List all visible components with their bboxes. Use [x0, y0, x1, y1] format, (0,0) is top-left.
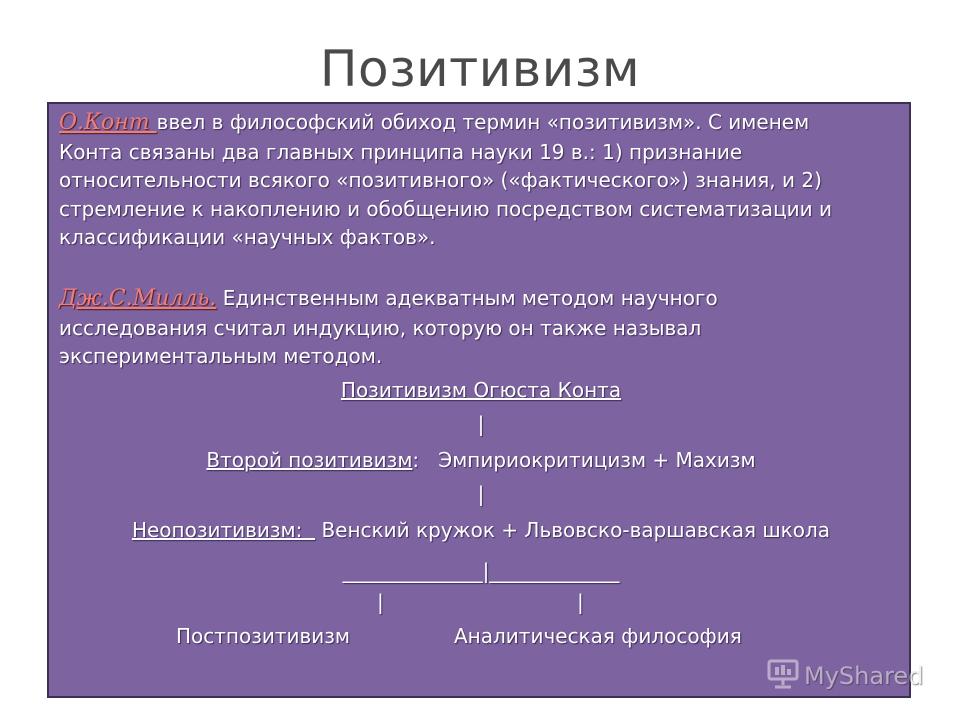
- mill-paragraph: [59, 284, 849, 371]
- scheme-second-rest: Эмпириокритицизм + Махизм: [419, 448, 756, 472]
- scheme-second: [49, 448, 913, 472]
- watermark: [766, 656, 923, 695]
- mill-text: Единственным адекватным методом научного исследования считал индукцию, которую он также называл экспериментальным методом.: [59, 286, 718, 368]
- watermark-text: MyShared: [804, 661, 924, 690]
- scheme-analytic-philosophy: Аналитическая философия: [454, 624, 742, 648]
- comte-author: О.Конт: [59, 110, 157, 135]
- mill-author: Дж.С.Милль.: [59, 286, 217, 311]
- scheme-first-label: Позитивизм Огюста Конта: [340, 378, 622, 402]
- scheme-branch-left: |: [377, 590, 384, 614]
- scheme-third: [49, 518, 913, 542]
- scheme-connector-1: |: [477, 412, 485, 436]
- comte-paragraph: [59, 108, 849, 252]
- scheme-connector-2: |: [477, 482, 485, 506]
- scheme-first: [49, 378, 913, 402]
- scheme-third-rest: Венский кружок + Львовско-варшавская школа: [315, 518, 831, 542]
- scheme-split-line: ______________|_____________: [342, 559, 620, 583]
- content-panel: [47, 102, 911, 698]
- scheme-second-label: Второй позитивизм: [206, 448, 413, 472]
- scheme-postpositivism: Постпозитивизм: [176, 624, 351, 648]
- slide-title: Позитивизм: [319, 40, 641, 98]
- scheme-branch-right: |: [577, 590, 584, 614]
- comte-text: ввел в философский обиход термин «позитивизм». С именем Конта связаны два главных принципа науки 19 в.: 1) признание относительности всякого «позитивного» («фактического») знания, и 2) стремление к накоплению и обобщению посредством систематизации и классификации «научных фактов».: [59, 110, 833, 249]
- scheme-third-label: Неопозитивизм:: [131, 518, 316, 542]
- presentation-icon: [766, 656, 800, 695]
- scheme-second-colon: :: [412, 448, 420, 472]
